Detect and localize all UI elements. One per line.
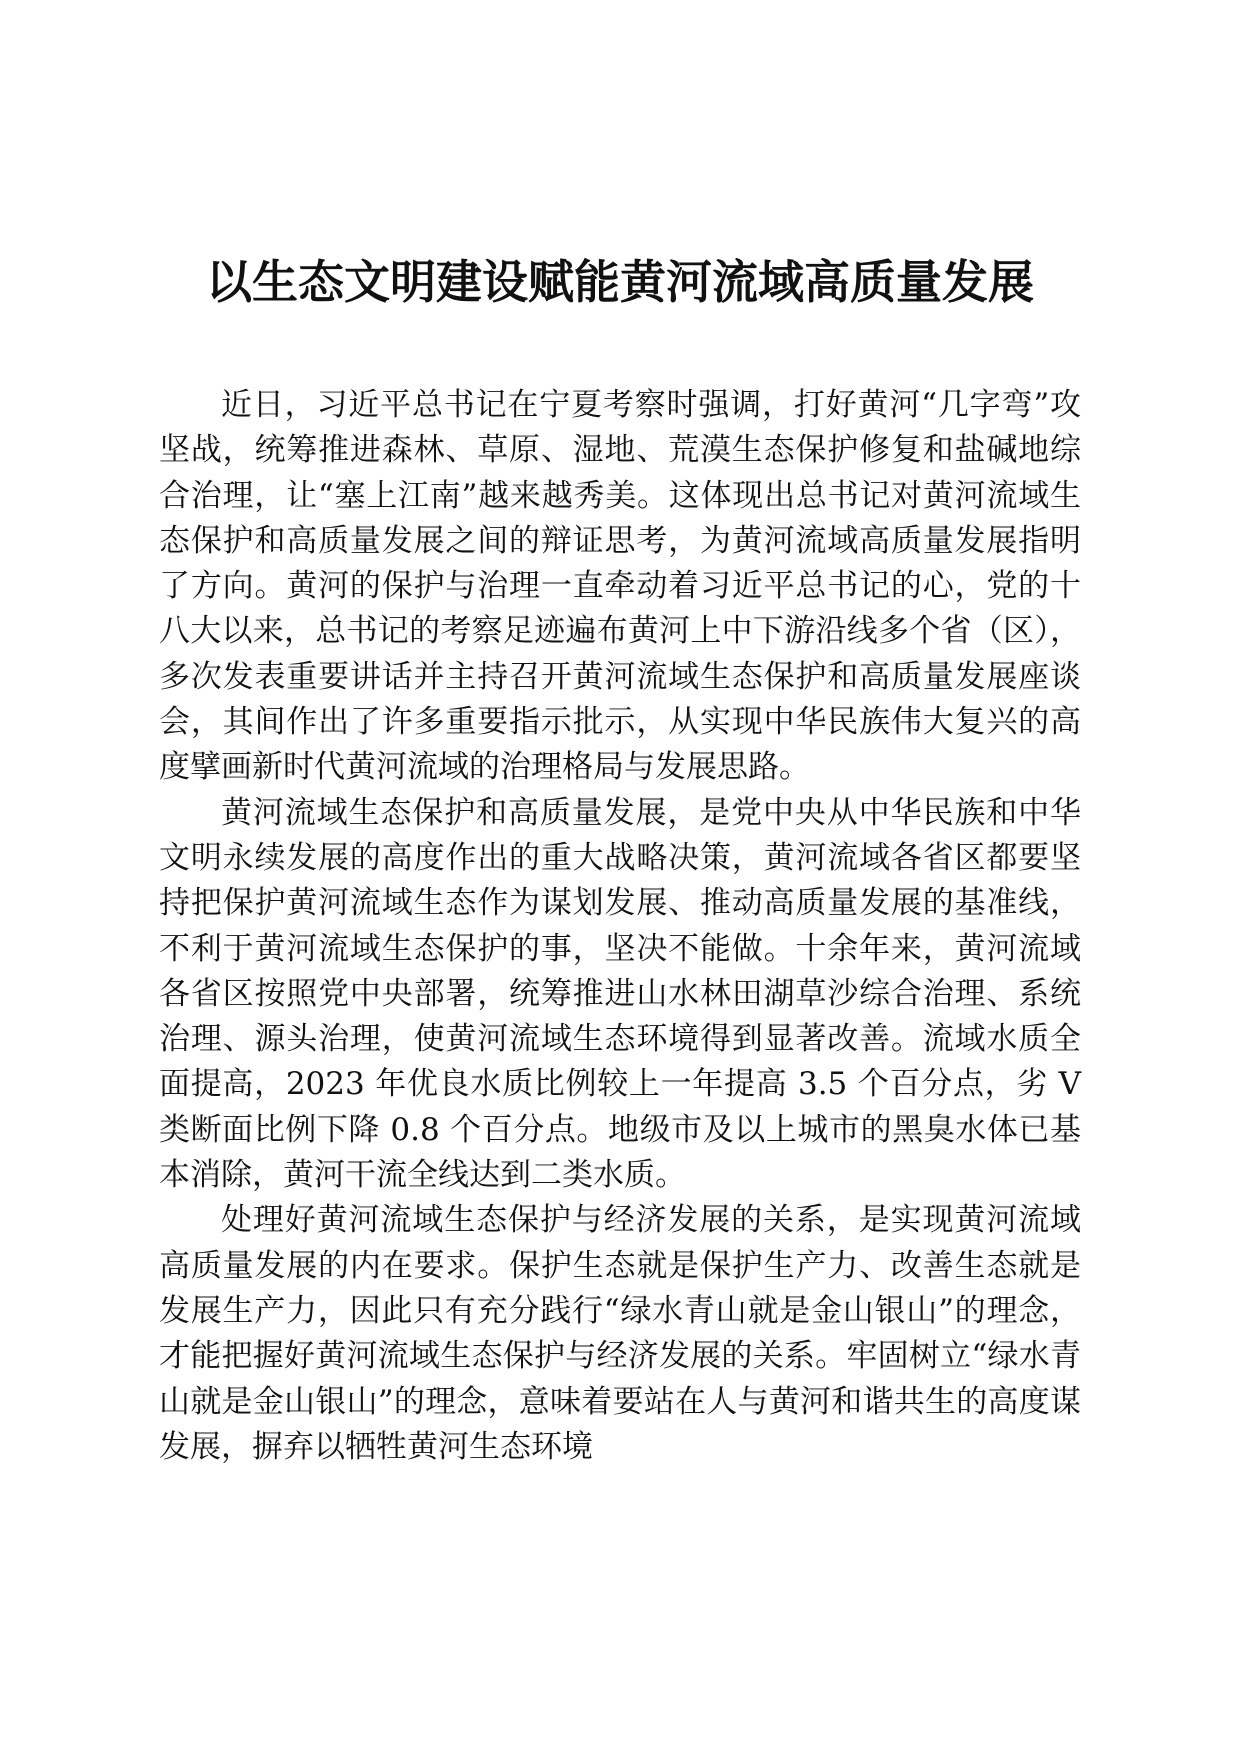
paragraph-1: 近日，习近平总书记在宁夏考察时强调，打好黄河“几字弯”攻坚战，统筹推进森林、草原、湿地、荒漠生态保护修复和盐碱地综合治理，让“塞上江南”越来越秀美。这体现出总书记对黄河流域生态保护和高质量发展之间的辩证思考，为黄河流域高质量发展指明了方向。黄河的保护与治理一直牵动着习近平总书记的心，党的十八大以来，总书记的考察足迹遍布黄河上中下游沿线多个省（区），多次发表重要讲话并主持召开黄河流域生态保护和高质量发展座谈会，其间作出了许多重要指示批示，从实现中华民族伟大复兴的高度擘画新时代黄河流域的治理格局与发展思路。 bbox=[159, 387, 1081, 786]
paragraph-3: 处理好黄河流域生态保护与经济发展的关系，是实现黄河流域高质量发展的内在要求。保护生态就是保护生产力、改善生态就是发展生产力，因此只有充分践行“绿水青山就是金山银山”的理念，才能把握好黄河流域生态保护与经济发展的关系。牢固树立“绿水青山就是金山银山”的理念，意味着要站在人与黄河和谐共生的高度谋发展，摒弃以牺牲黄河生态环境 bbox=[159, 1202, 1081, 1465]
document-title: 以生态文明建设赋能黄河流域高质量发展 bbox=[206, 255, 1034, 309]
document-body bbox=[159, 383, 1081, 1470]
paragraph-2: 黄河流域生态保护和高质量发展，是党中央从中华民族和中华文明永续发展的高度作出的重大战略决策，黄河流域各省区都要坚持把保护黄河流域生态作为谋划发展、推动高质量发展的基准线，不利于黄河流域生态保护的事，坚决不能做。十余年来，黄河流域各省区按照党中央部署，统筹推进山水林田湖草沙综合治理、系统治理、源头治理，使黄河流域生态环境得到显著改善。流域水质全面提高，2023 年优良水质比例较上一年提高 3.5 个百分点，劣 V 类断面比例下降 0.8 个百分点。地级市及以上城市的黑臭水体已基本消除，黄河干流全线达到二类水质。 bbox=[159, 794, 1081, 1194]
